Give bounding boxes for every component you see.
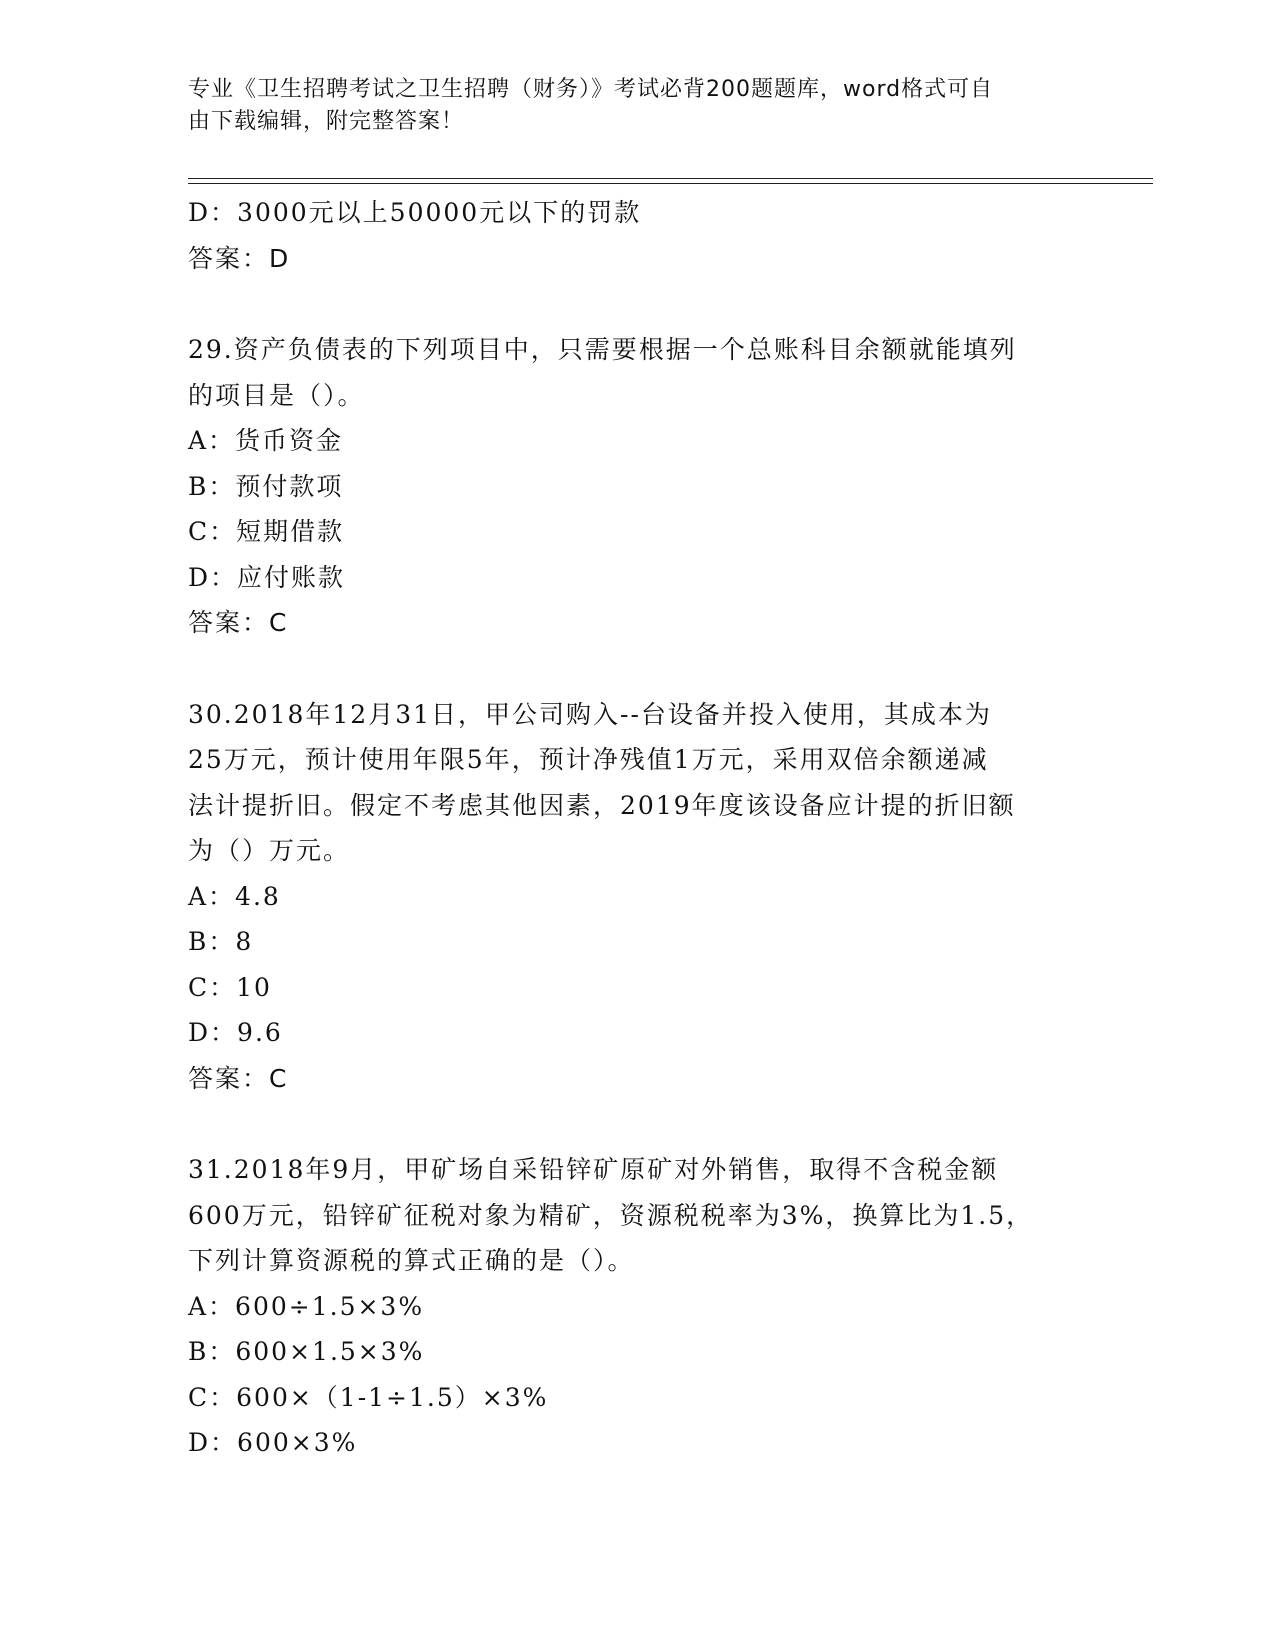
option-d: D：9.6 bbox=[188, 1018, 283, 1047]
question-29 bbox=[188, 327, 1088, 646]
question-30 bbox=[188, 692, 1088, 1102]
question-line: 29.资产负债表的下列项目中，只需要根据一个总账科目余额就能填列 bbox=[188, 335, 1017, 364]
option-d: D：应付账款 bbox=[188, 562, 346, 592]
option-b: B：600×1.5×3% bbox=[188, 1337, 425, 1366]
option-b: B：预付款项 bbox=[188, 471, 344, 501]
question-31 bbox=[188, 1147, 1088, 1466]
question-line: 下列计算资源税的算式正确的是（）。 bbox=[188, 1246, 635, 1275]
header-line-1: 专业《卫生招聘考试之卫生招聘（财务）》考试必背200题题库，word格式可自 bbox=[188, 77, 994, 102]
question-line: 的项目是（）。 bbox=[188, 380, 365, 410]
answer: 答案：D bbox=[188, 243, 291, 273]
option-d: D：600×3% bbox=[188, 1428, 358, 1457]
question-line: 600万元，铅锌矿征税对象为精矿，资源税税率为3%，换算比为1.5， bbox=[188, 1200, 1034, 1230]
document-header bbox=[188, 74, 1068, 138]
question-line: 25万元，预计使用年限5年，预计净残值1万元，采用双倍余额递减 bbox=[188, 745, 989, 774]
question-list bbox=[188, 190, 1088, 1466]
option-c: C：600×（1-1÷1.5）×3% bbox=[188, 1382, 549, 1412]
option-b: B：8 bbox=[188, 927, 254, 956]
option-a: A：600÷1.5×3% bbox=[188, 1291, 425, 1321]
question-text bbox=[188, 692, 1088, 874]
question-line: 为（）万元。 bbox=[188, 836, 351, 865]
question-line: 31.2018年9月，甲矿场自采铅锌矿原矿对外销售，取得不含税金额 bbox=[188, 1155, 999, 1184]
option-c: C：10 bbox=[188, 972, 272, 1002]
question-text bbox=[188, 327, 1088, 418]
question-line: 30.2018年12月31日，甲公司购入--台设备并投入使用，其成本为 bbox=[188, 699, 992, 729]
option-d: D：3000元以上50000元以下的罚款 bbox=[188, 198, 642, 227]
option-a: A：4.8 bbox=[188, 881, 281, 911]
header-rule-bottom bbox=[188, 183, 1153, 184]
question-line: 法计提折旧。假定不考虑其他因素，2019年度该设备应计提的折旧额 bbox=[188, 790, 1016, 820]
previous-question-tail bbox=[188, 190, 1088, 281]
header-line-2: 由下载编辑，附完整答案！ bbox=[188, 109, 465, 134]
question-text bbox=[188, 1147, 1088, 1284]
answer: 答案：C bbox=[188, 608, 289, 637]
header-rule-top bbox=[188, 178, 1153, 179]
option-a: A：货币资金 bbox=[188, 426, 344, 455]
option-c: C：短期借款 bbox=[188, 517, 345, 546]
answer: 答案：C bbox=[188, 1063, 289, 1093]
